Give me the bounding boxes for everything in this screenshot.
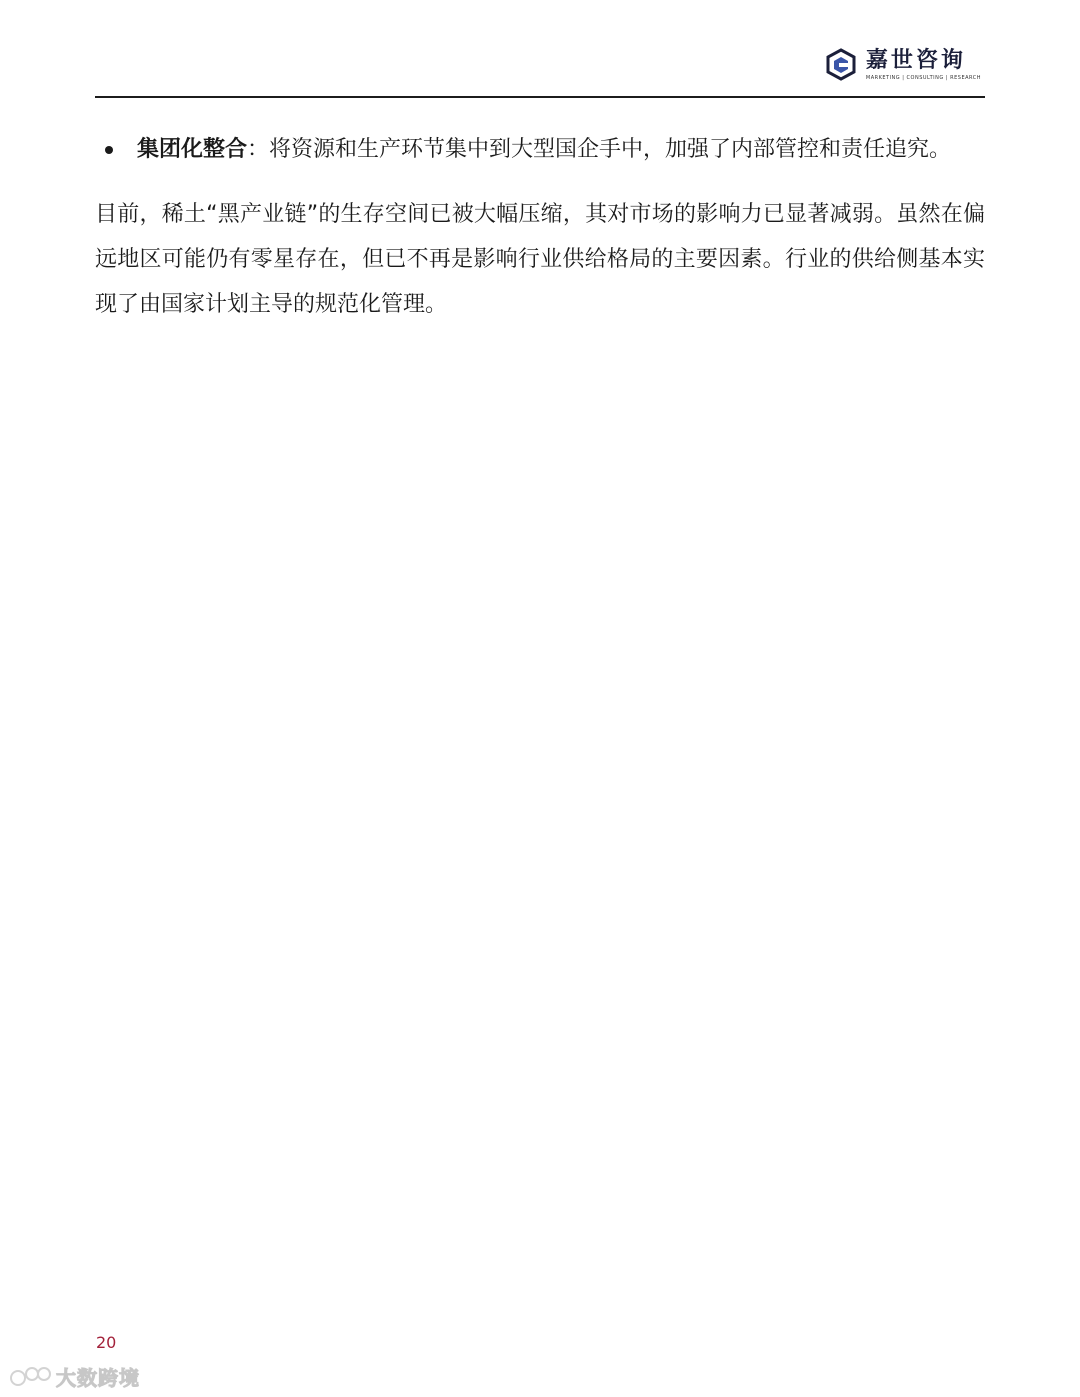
watermark-text: 大数跨境 bbox=[56, 1366, 140, 1390]
brand-text bbox=[866, 48, 981, 82]
page-number: 20 bbox=[96, 1333, 117, 1352]
body-paragraph: 目前，稀土“黑产业链”的生存空间已被大幅压缩，其对市场的影响力已显著减弱。虽然在偏远地区可能仍有零星存在，但已不再是影响行业供给格局的主要因素。行业的供给侧基本实现了由国家计划主导的规范化管理。 bbox=[95, 202, 985, 317]
brand bbox=[824, 48, 981, 82]
bullet-dot-icon bbox=[105, 146, 113, 154]
brand-name: 嘉世咨询 bbox=[865, 48, 966, 73]
page-header bbox=[95, 40, 985, 98]
page-content bbox=[95, 127, 985, 327]
brand-logo-icon bbox=[824, 48, 858, 82]
brand-tagline: MARKETING | CONSULTING | RESEARCH bbox=[865, 75, 981, 81]
bullet-text: 将资源和生产环节集中到大型国企手中，加强了内部管控和责任追究。 bbox=[269, 137, 952, 162]
bullet-separator: ： bbox=[247, 137, 270, 162]
bullet-term: 集团化整合 bbox=[137, 137, 248, 162]
bullet-item bbox=[95, 127, 985, 172]
watermark-logo-icon bbox=[8, 1364, 52, 1390]
watermark bbox=[8, 1362, 140, 1391]
